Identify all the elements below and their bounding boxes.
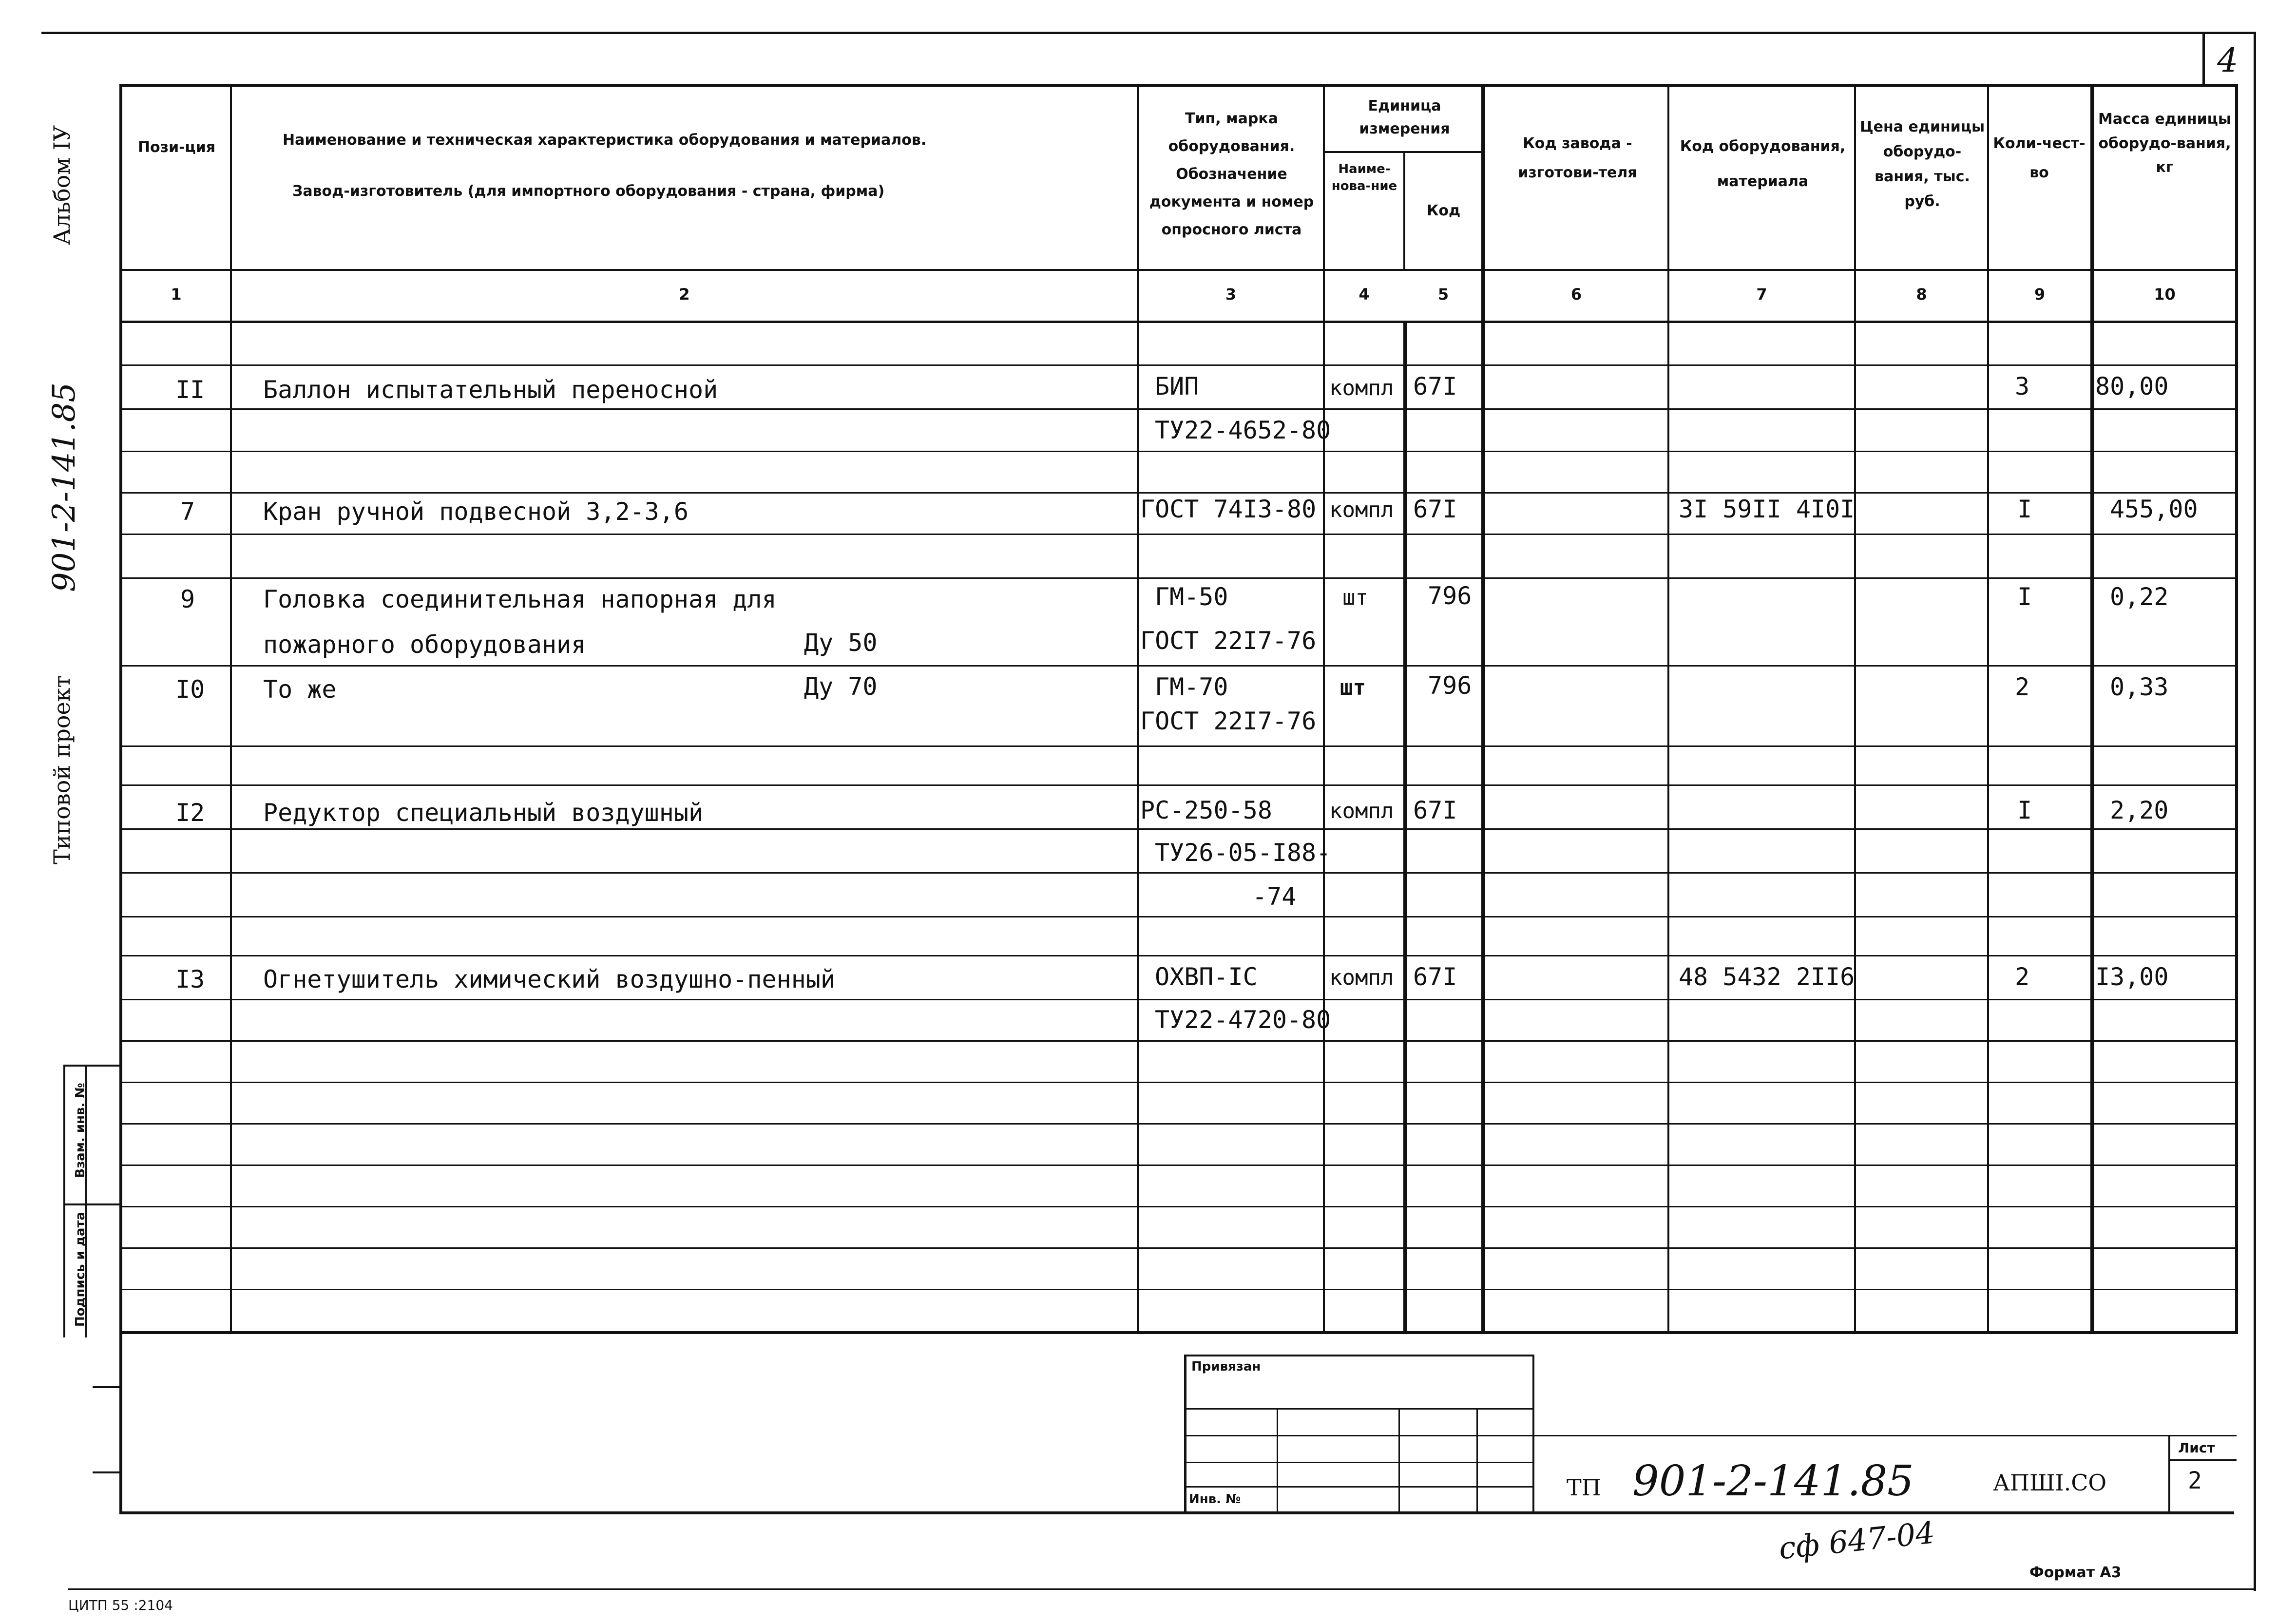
typical-project-label: Типовой проект [49,675,75,864]
privyazan-box-right [1532,1355,1534,1513]
row-position: 9 [180,585,195,613]
row-line [119,492,2238,494]
album-label: Альбом IУ [49,125,75,246]
col-line-4-thick [1403,323,1407,1331]
row-name: Редуктор специальный воздушный [263,799,704,827]
row-equipment-code: 48 5432 2II6 [1679,963,1855,991]
header-quantity: Коли-чест-во [1993,135,2086,181]
row-line [119,1123,2238,1125]
row-position: II [175,376,205,404]
row-line [119,577,2238,579]
row-type-doc: ТУ22-4652-80 [1155,416,1331,444]
row-line [119,408,2238,410]
row-line [119,364,2238,366]
header-factory-code: Код завода - изготови-теля [1518,135,1637,181]
header-type: Тип, марка оборудования. Обозначение документа и номер опросного листа [1149,110,1314,238]
privyazan-box-top [1184,1355,1532,1356]
privyazan-box-line [1184,1462,1532,1463]
titleblock-line [1532,1435,2237,1436]
colnum-bottom-line [119,321,2238,323]
privyazan-box-line [1184,1486,1532,1488]
row-position: 7 [180,497,195,526]
row-du: Ду 70 [804,672,878,701]
header-unit: Единица измерения [1359,97,1450,137]
stamp-box-mid [63,1203,122,1205]
row-unit: шт [1342,585,1368,610]
row-name: Огнетушитель химический воздушно-пенный [263,965,835,993]
col-number: 1 [171,285,182,304]
privyazan-box-divider [1277,1408,1278,1513]
row-position: I0 [175,675,205,704]
row-type-doc: ТУ22-4720-80 [1155,1006,1331,1034]
row-quantity: 2 [2015,673,2030,701]
col-number: 10 [2154,285,2176,304]
row-type: ГМ-70 [1155,673,1228,701]
col-line-1 [230,84,232,1332]
row-mass: 0,33 [2110,673,2169,701]
col-line-4-header [1403,151,1405,270]
outer-right-border [2254,32,2256,1591]
project-number-handwritten: 901-2-141.85 [46,382,82,592]
sign-date-stamp-label: Подпись и дата [73,1211,88,1327]
header-name-line1: Наименование и техническая характеристика оборудования и материалов. [283,132,927,149]
stamp-box-top [63,1065,122,1067]
corner-box-left [2202,32,2205,85]
col-line-8 [1987,84,1989,1332]
privyazan-box-divider [1398,1408,1400,1513]
row-line [119,872,2238,874]
row-line [119,1206,2238,1207]
privyazan-box-line [1184,1435,1532,1436]
stamp-box-left [63,1065,65,1337]
row-type-doc: ГОСТ 22I7-76 [1140,707,1317,735]
row-line [119,828,2238,830]
row-mass: 455,00 [2110,495,2198,523]
row-unit-code: 67I [1413,372,1457,401]
row-quantity: 2 [2015,963,2030,991]
col-line-2 [1137,84,1139,1332]
row-type: РС-250-58 [1140,796,1272,824]
row-line [119,955,2238,956]
row-unit: компл [1329,965,1394,990]
row-unit: компл [1329,799,1394,823]
row-line [119,1289,2238,1290]
col-line-7 [1854,84,1856,1332]
bottom-border-line [119,1511,2234,1514]
row-line [119,916,2238,917]
row-position: I2 [175,799,205,827]
row-name: Головка соединительная напорная для [263,585,777,613]
row-line [119,1165,2238,1166]
header-name-line2: Завод-изготовитель (для импортного оборудования - страна, фирма) [292,183,885,200]
col-line-5 [1481,84,1485,1332]
footer-stamp: ЦИТП 55 :2104 [68,1597,173,1613]
row-type: ОХВП-IС [1155,963,1258,991]
row-name-cont: пожарного оборудования [263,630,586,659]
row-position: I3 [175,965,205,993]
tp-label: ТП [1567,1474,1601,1501]
header-unit-code: Код [1426,202,1461,219]
row-line [119,534,2238,535]
privyazan-label: Привязан [1191,1359,1261,1374]
row-type-doc-cont: -74 [1252,882,1297,911]
tp-number-handwritten: 901-2-141.85 [1632,1457,1914,1506]
row-unit: компл [1329,376,1394,401]
sheet-number: 2 [2188,1467,2202,1494]
row-type: БИП [1155,372,1199,401]
unit-header-divider [1323,151,1484,153]
outer-bottom-line [68,1588,2256,1590]
sheet-label: Лист [2178,1440,2215,1456]
top-border-line [41,32,2254,34]
row-line [119,665,2238,667]
row-unit: шт [1340,675,1366,700]
table-bottom-border [119,1331,2238,1334]
row-mass: 80,00 [2095,372,2169,401]
row-unit-code: 67I [1413,963,1457,991]
row-mass: I3,00 [2095,963,2169,991]
col-number: 7 [1756,285,1767,304]
row-equipment-code: 3I 59II 4I0I [1679,495,1855,523]
header-mass: Масса единицы оборудо-вания, кг [2098,111,2232,176]
row-type-doc: ГОСТ 22I7-76 [1140,627,1317,655]
header-price: Цена единицы оборудо-вания, тыс. руб. [1859,118,1985,210]
header-unit-name: Наиме-нова-ние [1331,162,1397,194]
row-quantity: I [2017,495,2032,523]
row-unit-code: 67I [1413,796,1457,824]
row-line [119,1040,2238,1042]
privyazan-box-divider [1476,1408,1478,1513]
table-top-border [119,84,2238,87]
privyazan-box-left [1184,1355,1186,1513]
row-line [119,784,2238,786]
doc-code: АПШI.СО [1993,1470,2107,1496]
stamp-tick-2 [93,1471,122,1473]
inv-no-stamp-label: Взам. инв. № [73,1083,88,1178]
sheet-box-mid [2168,1459,2237,1461]
header-position: Пози-ция [137,139,216,156]
row-line [119,451,2238,452]
col-number: 5 [1437,285,1449,304]
col-number: 9 [2034,285,2046,304]
row-quantity: I [2017,583,2032,611]
row-line [119,1082,2238,1083]
col-line-9 [2090,84,2094,1332]
row-quantity: I [2017,796,2032,824]
col-line-3 [1323,84,1325,1332]
row-line [119,745,2238,747]
row-quantity: 3 [2015,372,2030,401]
row-line [119,999,2238,1000]
row-unit-code: 796 [1428,582,1472,610]
inv-no-label: Инв. № [1189,1492,1241,1507]
row-du: Ду 50 [804,629,878,657]
row-mass: 2,20 [2110,796,2169,824]
col-number: 8 [1916,285,1927,304]
row-type-doc: ТУ26-05-I88- [1155,839,1331,867]
col-line-6 [1667,84,1669,1332]
format-label: Формат А3 [2029,1564,2122,1581]
header-bottom-line [119,269,2238,271]
stamp-tick-1 [93,1386,122,1388]
privyazan-box-line [1184,1408,1532,1410]
col-number: 4 [1358,285,1370,304]
handwritten-note: сф 647-04 [1777,1514,1937,1566]
row-unit-code: 67I [1413,495,1457,523]
row-unit-code: 796 [1428,671,1472,700]
row-name: То же [263,675,337,704]
row-unit: компл [1329,497,1394,522]
col-number: 6 [1570,285,1582,304]
header-equipment-code: Код оборудования, материала [1680,138,1846,190]
col-number: 2 [679,285,690,304]
row-mass: 0,22 [2110,583,2169,611]
table-right-border [2235,84,2238,1331]
row-line [119,1247,2238,1249]
row-name: Кран ручной подвесной 3,2-3,6 [263,497,689,526]
row-type: ГМ-50 [1155,583,1228,611]
col-number: 3 [1225,285,1237,304]
sheet-corner-number: 4 [2217,41,2239,80]
row-name: Баллон испытательный переносной [263,376,718,404]
row-type: ГОСТ 74I3-80 [1140,495,1317,523]
sheet-box-left [2168,1435,2170,1513]
